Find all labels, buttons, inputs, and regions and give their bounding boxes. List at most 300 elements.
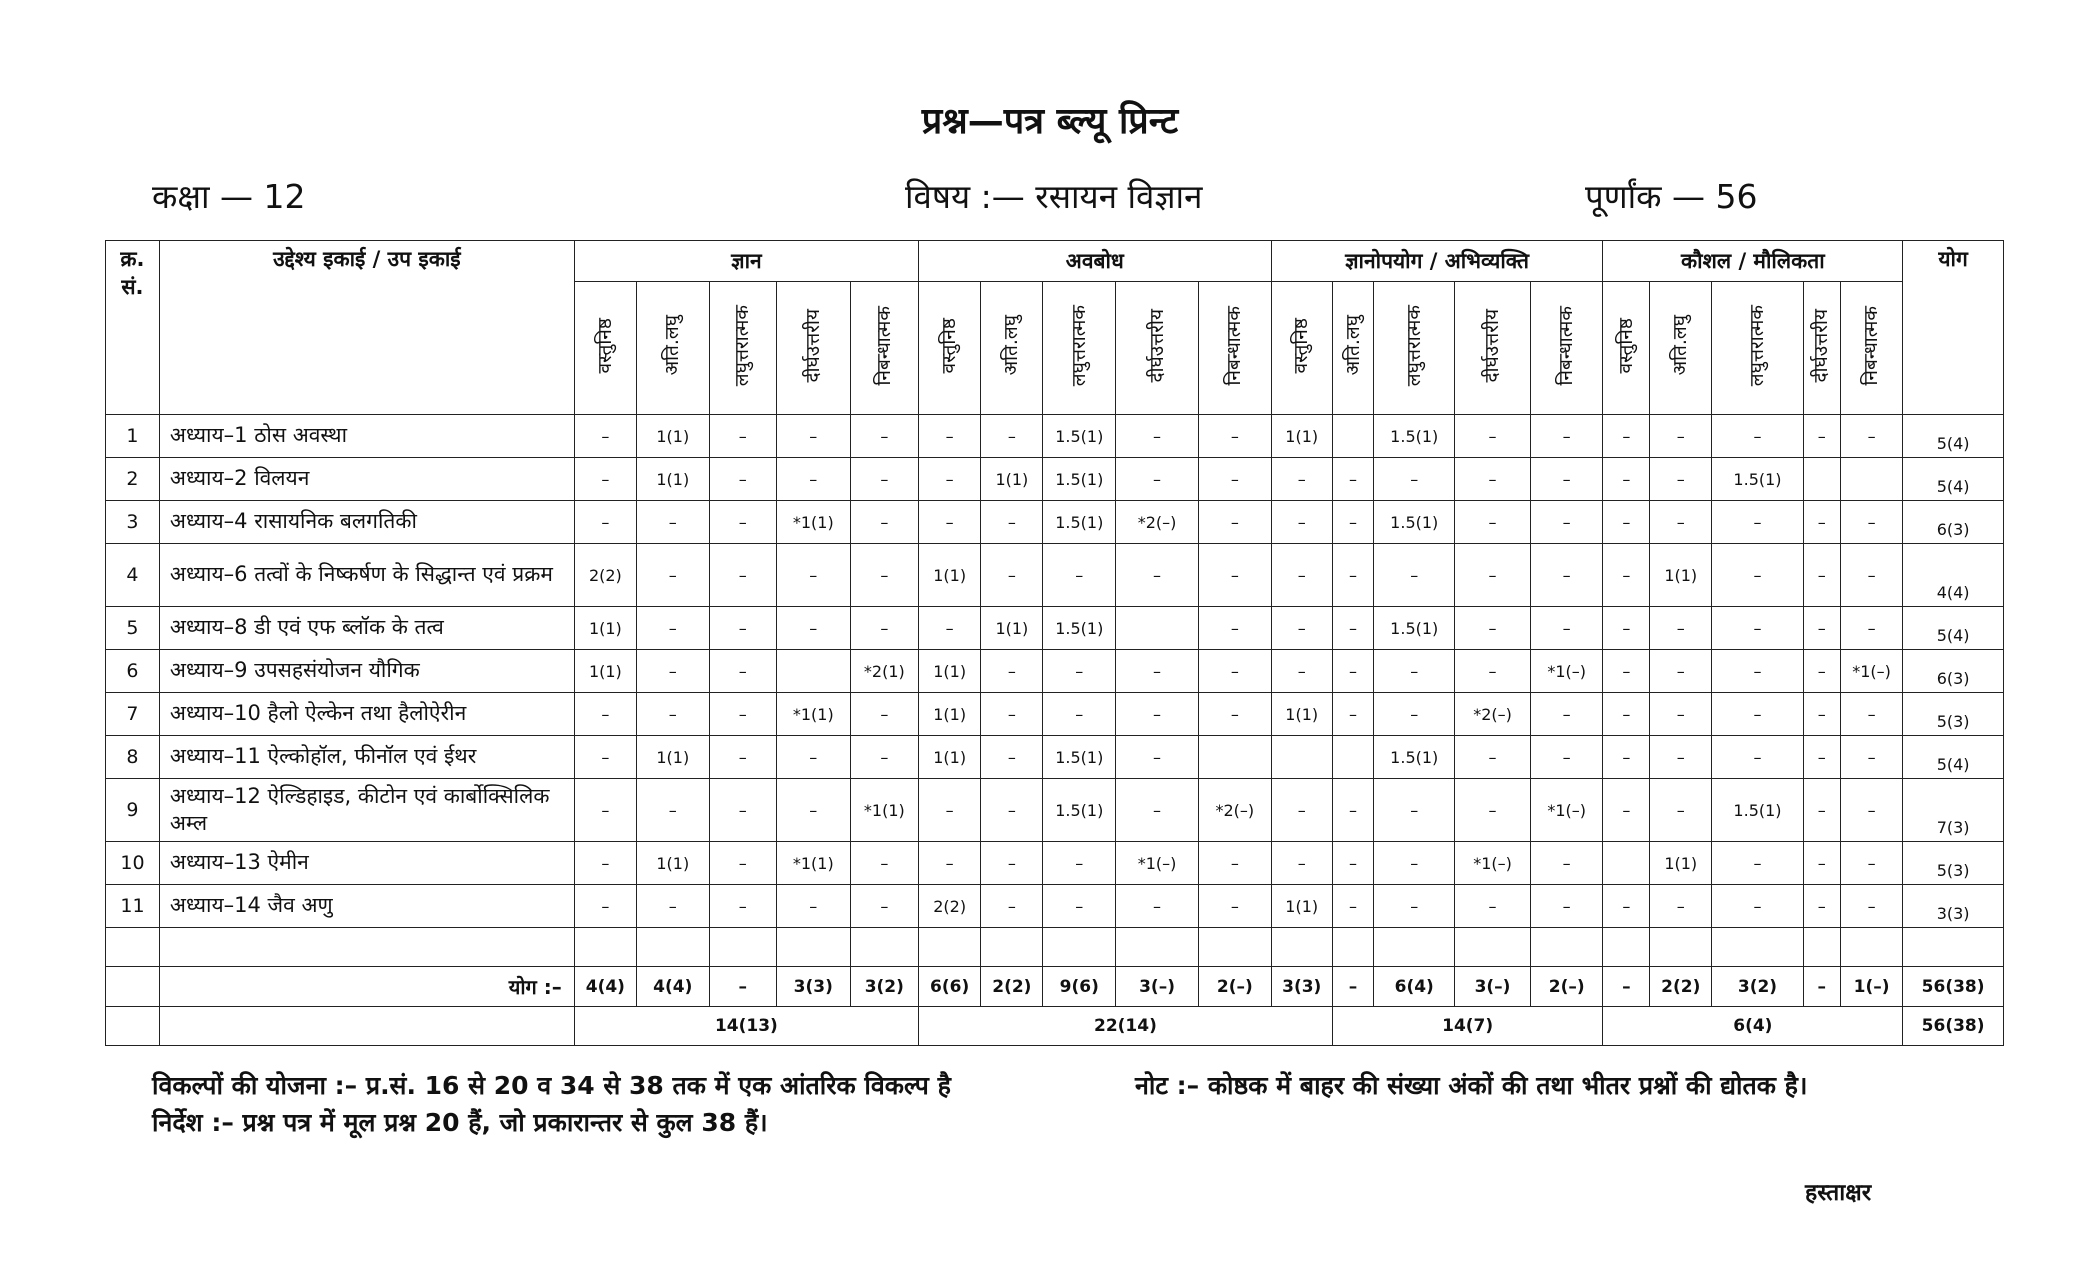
sum-cell: 3(2) xyxy=(1712,967,1803,1007)
marks-cell: – xyxy=(1650,693,1712,736)
marks-cell xyxy=(1271,736,1332,779)
marks-cell: – xyxy=(1603,693,1650,736)
marks-cell: – xyxy=(636,885,709,928)
serial-number-cell: 5 xyxy=(106,607,160,650)
marks-cell: – xyxy=(1840,607,1902,650)
marks-cell: – xyxy=(1199,650,1272,693)
marks-cell: – xyxy=(776,458,850,501)
marks-cell: – xyxy=(1712,736,1803,779)
question-type-label: लघुत्तरात्मक xyxy=(1745,304,1768,387)
sum-cell: – xyxy=(1803,967,1840,1007)
serial-number-cell: 10 xyxy=(106,842,160,885)
marks-cell: 2(2) xyxy=(574,544,636,607)
options-scheme-note: विकल्पों की योजना :– प्र.सं. 16 से 20 व 34 से 38 तक में एक आंतरिक विकल्प है xyxy=(152,1071,951,1100)
marks-cell: 1.5(1) xyxy=(1374,607,1455,650)
marks-cell: 1(1) xyxy=(1271,693,1332,736)
marks-cell: – xyxy=(1603,501,1650,544)
marks-cell: – xyxy=(1116,650,1199,693)
serial-number-cell: 1 xyxy=(106,415,160,458)
marks-cell: – xyxy=(1840,885,1902,928)
marks-cell: – xyxy=(1271,650,1332,693)
marks-cell: – xyxy=(1116,736,1199,779)
group-header: कौशल / मौलिकता xyxy=(1603,241,1903,282)
unit-name-cell: अध्याय–11 ऐल्कोहॉल, फीनॉल एवं ईथर xyxy=(159,736,574,779)
group-total-blank-cell xyxy=(159,1007,574,1046)
empty-cell xyxy=(159,928,574,967)
empty-cell xyxy=(709,928,776,967)
marks-cell: 1.5(1) xyxy=(1712,779,1803,842)
marks-cell: – xyxy=(574,842,636,885)
marks-cell: – xyxy=(1712,842,1803,885)
marks-cell: – xyxy=(1840,693,1902,736)
empty-cell xyxy=(850,928,918,967)
marks-cell: 1.5(1) xyxy=(1043,501,1116,544)
marks-cell: – xyxy=(981,693,1043,736)
marks-cell: 1(1) xyxy=(1650,842,1712,885)
marks-cell: – xyxy=(1455,607,1531,650)
sum-cell: 3(3) xyxy=(776,967,850,1007)
marks-cell: – xyxy=(1603,458,1650,501)
question-type-header xyxy=(776,282,850,415)
marks-cell: 1(1) xyxy=(919,544,981,607)
marks-cell: 1(1) xyxy=(981,607,1043,650)
marks-cell: 1(1) xyxy=(574,650,636,693)
marks-cell: – xyxy=(1603,650,1650,693)
marks-cell: *1(1) xyxy=(776,693,850,736)
marks-cell: – xyxy=(636,544,709,607)
table-row xyxy=(106,693,2004,736)
marks-cell: – xyxy=(1712,885,1803,928)
signature-label: हस्ताक्षर xyxy=(1805,1180,1872,1206)
sum-cell: – xyxy=(1332,967,1373,1007)
serial-number-cell: 3 xyxy=(106,501,160,544)
question-type-label: दीर्घउत्तरीय xyxy=(1145,308,1168,383)
question-type-header xyxy=(1712,282,1803,415)
marks-cell: – xyxy=(1803,885,1840,928)
marks-cell: 1(1) xyxy=(919,736,981,779)
marks-cell: – xyxy=(1271,544,1332,607)
question-type-header xyxy=(1332,282,1373,415)
marks-cell: – xyxy=(1803,779,1840,842)
marks-cell: 1(1) xyxy=(1271,885,1332,928)
marks-cell: – xyxy=(919,501,981,544)
empty-cell xyxy=(1271,928,1332,967)
question-type-header xyxy=(636,282,709,415)
marks-cell: *2(1) xyxy=(850,650,918,693)
marks-cell: – xyxy=(1199,415,1272,458)
marks-cell: – xyxy=(850,736,918,779)
marks-cell: – xyxy=(1043,885,1116,928)
marks-cell: – xyxy=(1840,544,1902,607)
unit-name-cell: अध्याय–9 उपसहसंयोजन यौगिक xyxy=(159,650,574,693)
group-total-cell: 14(7) xyxy=(1332,1007,1603,1046)
serial-number-cell: 6 xyxy=(106,650,160,693)
marks-cell: – xyxy=(981,736,1043,779)
marks-cell: – xyxy=(1199,693,1272,736)
marks-cell: – xyxy=(1840,842,1902,885)
row-total-cell: 5(4) xyxy=(1903,607,2004,650)
group-total-blank-cell xyxy=(106,1007,160,1046)
marks-cell: – xyxy=(1603,885,1650,928)
marks-cell: 1(1) xyxy=(1650,544,1712,607)
sum-cell: 1(–) xyxy=(1840,967,1902,1007)
marks-cell: – xyxy=(574,415,636,458)
group-total-row xyxy=(106,1007,2004,1046)
marks-cell: – xyxy=(1116,415,1199,458)
marks-cell: *1(1) xyxy=(776,842,850,885)
marks-cell: – xyxy=(981,501,1043,544)
marks-cell: – xyxy=(776,607,850,650)
marks-cell: – xyxy=(1043,693,1116,736)
marks-cell: – xyxy=(1650,458,1712,501)
marks-cell: 1(1) xyxy=(919,693,981,736)
unit-name-cell: अध्याय–8 डी एवं एफ ब्लॉक के तत्व xyxy=(159,607,574,650)
marks-cell: – xyxy=(1271,779,1332,842)
marks-cell: – xyxy=(1271,607,1332,650)
total-header: योग xyxy=(1903,241,2004,415)
marks-cell: – xyxy=(981,779,1043,842)
question-type-label: दीर्घउत्तरीय xyxy=(1481,308,1504,383)
marks-cell: – xyxy=(1455,650,1531,693)
question-type-label: अति.लघु xyxy=(1341,315,1364,376)
marks-cell: 1(1) xyxy=(636,458,709,501)
sum-cell: 2(–) xyxy=(1530,967,1603,1007)
sum-total-cell: 56(38) xyxy=(1903,967,2004,1007)
row-total-cell: 7(3) xyxy=(1903,779,2004,842)
serial-number-cell: 8 xyxy=(106,736,160,779)
marks-cell: – xyxy=(776,736,850,779)
marks-cell: – xyxy=(1199,544,1272,607)
marks-cell: 1(1) xyxy=(636,842,709,885)
marks-cell xyxy=(776,650,850,693)
marks-cell: – xyxy=(636,501,709,544)
marks-cell: 1(1) xyxy=(636,736,709,779)
table-row xyxy=(106,501,2004,544)
empty-cell xyxy=(1712,928,1803,967)
marks-cell: – xyxy=(709,415,776,458)
sum-cell: 2(–) xyxy=(1199,967,1272,1007)
marks-cell: – xyxy=(850,415,918,458)
row-total-cell: 5(3) xyxy=(1903,842,2004,885)
marks-cell: – xyxy=(1043,544,1116,607)
empty-cell xyxy=(776,928,850,967)
marks-cell: – xyxy=(709,693,776,736)
serial-number-cell: 4 xyxy=(106,544,160,607)
question-type-header xyxy=(919,282,981,415)
marks-cell: – xyxy=(1116,885,1199,928)
marks-cell: – xyxy=(574,501,636,544)
marks-cell: 1.5(1) xyxy=(1043,607,1116,650)
sum-cell: 6(6) xyxy=(919,967,981,1007)
marks-cell: – xyxy=(850,458,918,501)
marks-cell: – xyxy=(1043,842,1116,885)
sum-row xyxy=(106,967,2004,1007)
empty-cell xyxy=(1803,928,1840,967)
question-type-header xyxy=(1374,282,1455,415)
marks-cell: – xyxy=(1271,501,1332,544)
marks-cell: *1(–) xyxy=(1530,650,1603,693)
empty-cell xyxy=(1374,928,1455,967)
total-marks-label: पूर्णांक — 56 xyxy=(1585,177,1758,216)
marks-cell: *1(1) xyxy=(850,779,918,842)
unit-name-cell: अध्याय–14 जैव अणु xyxy=(159,885,574,928)
question-type-header xyxy=(1840,282,1902,415)
marks-cell: 1.5(1) xyxy=(1043,415,1116,458)
marks-cell: – xyxy=(981,415,1043,458)
unit-name-cell: अध्याय–2 विलयन xyxy=(159,458,574,501)
marks-cell: – xyxy=(1530,544,1603,607)
marks-cell: 1(1) xyxy=(636,415,709,458)
marks-cell: – xyxy=(1530,693,1603,736)
marks-cell: – xyxy=(1803,693,1840,736)
marks-cell: – xyxy=(1650,415,1712,458)
marks-cell: – xyxy=(850,693,918,736)
marks-cell: – xyxy=(1455,501,1531,544)
sum-cell: 4(4) xyxy=(636,967,709,1007)
marks-cell: *2(–) xyxy=(1199,779,1272,842)
empty-cell xyxy=(919,928,981,967)
marks-cell: – xyxy=(1116,693,1199,736)
marks-cell: – xyxy=(850,544,918,607)
marks-cell: – xyxy=(1650,736,1712,779)
marks-cell xyxy=(1199,736,1272,779)
marks-cell: 2(2) xyxy=(919,885,981,928)
question-type-header xyxy=(1455,282,1531,415)
serial-number-cell: 11 xyxy=(106,885,160,928)
marks-cell: – xyxy=(709,650,776,693)
question-type-header xyxy=(1271,282,1332,415)
marks-cell: – xyxy=(1374,650,1455,693)
table-row xyxy=(106,607,2004,650)
question-type-label: अति.लघु xyxy=(1669,315,1692,376)
marks-cell: – xyxy=(1332,885,1373,928)
marks-cell: – xyxy=(919,779,981,842)
marks-cell: – xyxy=(1803,544,1840,607)
marks-cell: – xyxy=(850,842,918,885)
sum-cell: 2(2) xyxy=(981,967,1043,1007)
question-type-label: दीर्घउत्तरीय xyxy=(1810,308,1833,383)
group-total-cell: 22(14) xyxy=(919,1007,1333,1046)
empty-cell xyxy=(1903,928,2004,967)
empty-cell xyxy=(636,928,709,967)
marks-cell: – xyxy=(1116,779,1199,842)
marks-cell: 1(1) xyxy=(1271,415,1332,458)
marks-cell: – xyxy=(1530,736,1603,779)
empty-cell xyxy=(981,928,1043,967)
marks-cell: *1(–) xyxy=(1840,650,1902,693)
group-header-row xyxy=(106,241,2004,282)
marks-cell: – xyxy=(574,458,636,501)
question-type-label: निबन्धात्मक xyxy=(872,305,895,386)
marks-cell: – xyxy=(1374,779,1455,842)
marks-cell: – xyxy=(1374,842,1455,885)
marks-cell: – xyxy=(919,415,981,458)
group-header: ज्ञान xyxy=(574,241,918,282)
question-type-header xyxy=(574,282,636,415)
marks-cell: – xyxy=(1803,842,1840,885)
sum-cell: 3(2) xyxy=(850,967,918,1007)
marks-cell: – xyxy=(776,779,850,842)
serial-number-header: क्र. सं. xyxy=(106,241,160,415)
marks-cell: – xyxy=(1712,501,1803,544)
unit-name-cell: अध्याय–10 हैलो ऐल्केन तथा हैलोऐरीन xyxy=(159,693,574,736)
table-row xyxy=(106,842,2004,885)
sum-cell: – xyxy=(1603,967,1650,1007)
question-type-header xyxy=(981,282,1043,415)
marks-cell: *1(–) xyxy=(1455,842,1531,885)
class-label: कक्षा — 12 xyxy=(152,177,306,216)
marks-cell: – xyxy=(1603,779,1650,842)
marks-cell: – xyxy=(1603,544,1650,607)
question-type-header xyxy=(1650,282,1712,415)
question-type-header xyxy=(850,282,918,415)
marks-cell: – xyxy=(709,779,776,842)
marks-cell: – xyxy=(1530,842,1603,885)
marks-cell: – xyxy=(574,736,636,779)
question-type-label: लघुत्तरात्मक xyxy=(1067,304,1090,387)
marks-cell: – xyxy=(1803,501,1840,544)
table-row xyxy=(106,415,2004,458)
marks-cell: – xyxy=(1603,415,1650,458)
marks-cell: – xyxy=(636,693,709,736)
marks-cell: – xyxy=(1712,415,1803,458)
marks-cell xyxy=(1332,736,1373,779)
unit-header: उद्देश्य इकाई / उप इकाई xyxy=(159,241,574,415)
marks-cell: – xyxy=(1332,650,1373,693)
marks-cell: – xyxy=(1803,650,1840,693)
marks-cell: – xyxy=(981,544,1043,607)
sum-cell: 2(2) xyxy=(1650,967,1712,1007)
marks-cell: – xyxy=(1712,650,1803,693)
serial-number-cell: 9 xyxy=(106,779,160,842)
marks-cell: – xyxy=(1803,607,1840,650)
empty-cell xyxy=(1603,928,1650,967)
marks-cell: – xyxy=(1840,415,1902,458)
empty-cell xyxy=(106,928,160,967)
marks-cell: – xyxy=(919,607,981,650)
marks-cell: – xyxy=(1603,736,1650,779)
marks-cell: – xyxy=(1199,458,1272,501)
marks-cell: – xyxy=(709,885,776,928)
marks-cell: – xyxy=(1455,885,1531,928)
question-type-header xyxy=(1603,282,1650,415)
marks-cell: 1(1) xyxy=(919,650,981,693)
sum-cell: 4(4) xyxy=(574,967,636,1007)
question-type-header xyxy=(1199,282,1272,415)
marks-cell: 1(1) xyxy=(981,458,1043,501)
marks-cell: 1.5(1) xyxy=(1043,779,1116,842)
marks-cell: – xyxy=(1374,693,1455,736)
row-total-cell: 6(3) xyxy=(1903,650,2004,693)
row-total-cell: 5(3) xyxy=(1903,693,2004,736)
question-type-label: अति.लघु xyxy=(661,315,684,376)
marks-cell xyxy=(1332,415,1373,458)
unit-name-cell: अध्याय–12 ऐल्डिहाइड, कीटोन एवं कार्बोक्सिलिक अम्ल xyxy=(159,779,574,842)
sum-cell: 3(3) xyxy=(1271,967,1332,1007)
marks-cell: – xyxy=(1712,607,1803,650)
question-type-header xyxy=(1043,282,1116,415)
table-row xyxy=(106,885,2004,928)
marks-cell: – xyxy=(1650,650,1712,693)
marks-cell: *2(–) xyxy=(1455,693,1531,736)
question-type-label: अति.लघु xyxy=(1000,315,1023,376)
marks-cell: – xyxy=(1332,607,1373,650)
question-type-label: निबन्धात्मक xyxy=(1555,305,1578,386)
marks-cell: – xyxy=(1116,458,1199,501)
unit-name-cell: अध्याय–13 ऐमीन xyxy=(159,842,574,885)
serial-number-cell: 2 xyxy=(106,458,160,501)
marks-cell: – xyxy=(709,736,776,779)
row-total-cell: 4(4) xyxy=(1903,544,2004,607)
marks-cell: – xyxy=(1840,736,1902,779)
marks-cell: *1(–) xyxy=(1530,779,1603,842)
marks-cell: – xyxy=(981,885,1043,928)
bracket-note: नोट :– कोष्ठक में बाहर की संख्या अंकों की तथा भीतर प्रश्नों की द्योतक है। xyxy=(1135,1071,1808,1100)
marks-cell: – xyxy=(850,607,918,650)
sum-cell: 6(4) xyxy=(1374,967,1455,1007)
marks-cell: – xyxy=(574,779,636,842)
empty-row xyxy=(106,928,2004,967)
marks-cell: – xyxy=(1650,607,1712,650)
marks-cell xyxy=(1803,458,1840,501)
marks-cell: – xyxy=(1603,607,1650,650)
marks-cell: – xyxy=(1455,415,1531,458)
marks-cell: – xyxy=(636,607,709,650)
marks-cell: – xyxy=(1332,501,1373,544)
marks-cell: – xyxy=(1199,501,1272,544)
marks-cell: 1(1) xyxy=(574,607,636,650)
marks-cell: – xyxy=(1650,501,1712,544)
empty-cell xyxy=(1840,928,1902,967)
marks-cell: – xyxy=(1530,501,1603,544)
marks-cell: – xyxy=(776,544,850,607)
group-header: अवबोध xyxy=(919,241,1272,282)
marks-cell: – xyxy=(1840,501,1902,544)
marks-cell: – xyxy=(709,607,776,650)
blueprint-table xyxy=(105,240,2004,1046)
subject-label: विषय :— रसायन विज्ञान xyxy=(905,177,1203,216)
marks-cell: – xyxy=(1199,842,1272,885)
marks-cell: – xyxy=(919,458,981,501)
empty-cell xyxy=(1455,928,1531,967)
marks-cell: – xyxy=(919,842,981,885)
marks-cell: – xyxy=(1712,544,1803,607)
row-total-cell: 3(3) xyxy=(1903,885,2004,928)
row-total-cell: 5(4) xyxy=(1903,458,2004,501)
sum-cell: 9(6) xyxy=(1043,967,1116,1007)
serial-number-cell: 7 xyxy=(106,693,160,736)
marks-cell: – xyxy=(850,885,918,928)
row-total-cell: 5(4) xyxy=(1903,415,2004,458)
marks-cell: – xyxy=(1530,885,1603,928)
question-type-label: वस्तुनिष्ठ xyxy=(1614,317,1637,374)
marks-cell: – xyxy=(1455,779,1531,842)
question-type-label: दीर्घउत्तरीय xyxy=(801,308,824,383)
question-type-label: वस्तुनिष्ठ xyxy=(938,317,961,374)
marks-cell: – xyxy=(850,501,918,544)
marks-cell: – xyxy=(1650,779,1712,842)
empty-cell xyxy=(1650,928,1712,967)
marks-cell: – xyxy=(709,842,776,885)
table-row xyxy=(106,650,2004,693)
marks-cell: – xyxy=(574,885,636,928)
marks-cell: 1.5(1) xyxy=(1043,736,1116,779)
marks-cell: – xyxy=(1455,458,1531,501)
unit-name-cell: अध्याय–1 ठोस अवस्था xyxy=(159,415,574,458)
marks-cell: 1.5(1) xyxy=(1374,415,1455,458)
marks-cell: – xyxy=(1803,415,1840,458)
table-row xyxy=(106,779,2004,842)
